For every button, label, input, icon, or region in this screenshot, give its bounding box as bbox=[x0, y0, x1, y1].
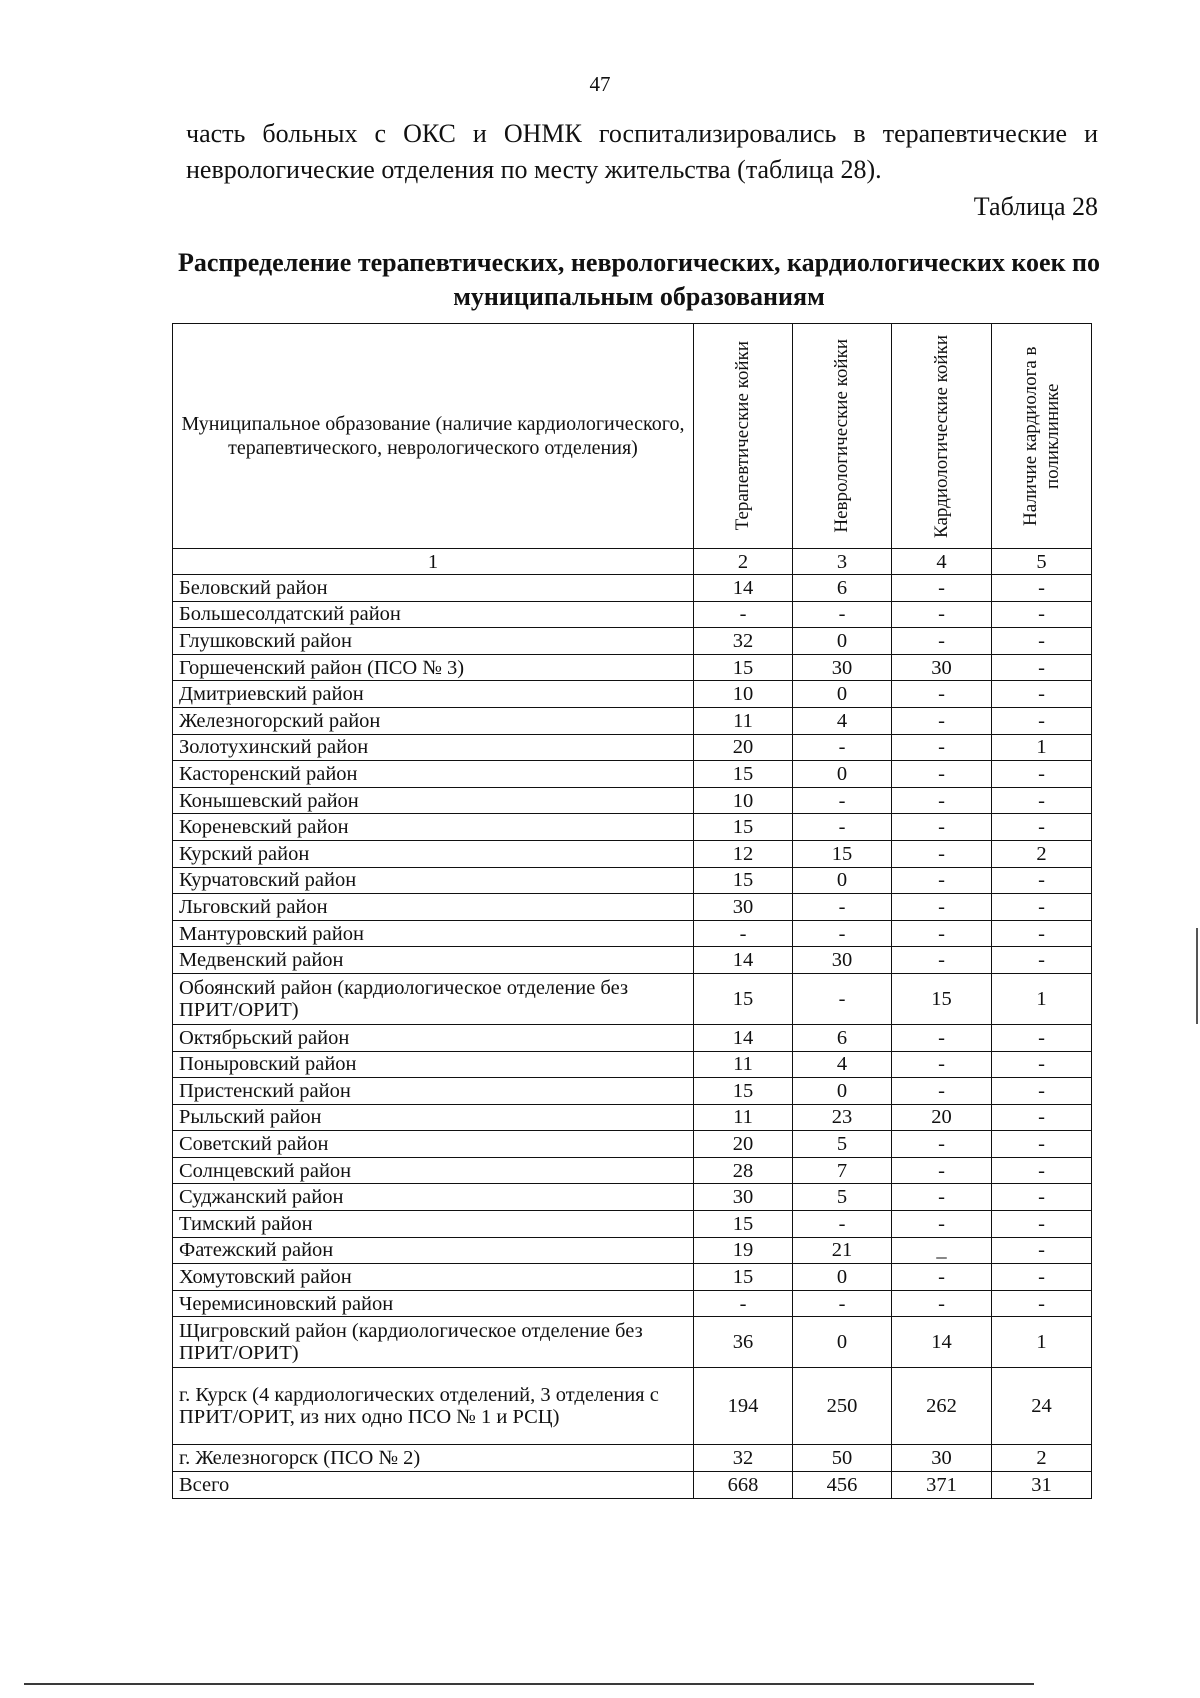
therapeutic-beds-value: 14 bbox=[694, 1024, 793, 1051]
therapeutic-beds-value: 10 bbox=[694, 787, 793, 814]
table-row bbox=[173, 920, 1092, 947]
neurological-beds-value: 0 bbox=[793, 1317, 892, 1368]
therapeutic-beds-value: - bbox=[694, 920, 793, 947]
cardiological-beds-value: - bbox=[892, 761, 992, 788]
therapeutic-beds-value: - bbox=[694, 1290, 793, 1317]
municipality-name: Горшеченский район (ПСО № 3) bbox=[173, 654, 694, 681]
municipality-name: Советский район bbox=[173, 1131, 694, 1158]
cardiologist-presence-value: 31 bbox=[992, 1472, 1092, 1499]
municipality-name: Черемисиновский район bbox=[173, 1290, 694, 1317]
header-therapeutic-beds-label: Терапевтические койки bbox=[732, 341, 753, 531]
therapeutic-beds-value: - bbox=[694, 601, 793, 628]
neurological-beds-value: - bbox=[793, 734, 892, 761]
table-body bbox=[173, 575, 1092, 1499]
page-number: 47 bbox=[589, 72, 611, 96]
table-row bbox=[173, 1104, 1092, 1131]
column-number: 1 bbox=[173, 549, 694, 575]
cardiological-beds-value: - bbox=[892, 1024, 992, 1051]
cardiological-beds-value: - bbox=[892, 628, 992, 655]
therapeutic-beds-value: 11 bbox=[694, 1104, 793, 1131]
municipality-name: Золотухинский район bbox=[173, 734, 694, 761]
neurological-beds-value: 4 bbox=[793, 1051, 892, 1078]
cardiologist-presence-value: 1 bbox=[992, 734, 1092, 761]
cardiological-beds-value: _ bbox=[892, 1237, 992, 1264]
cardiologist-presence-value: - bbox=[992, 947, 1092, 974]
header-cardiologist-presence-label: Наличие кардиолога в поликлинике bbox=[1019, 346, 1063, 526]
municipality-name: Щигровский район (кардиологическое отделение без ПРИТ/ОРИТ) bbox=[173, 1317, 694, 1368]
cardiologist-presence-value: - bbox=[992, 628, 1092, 655]
table-row bbox=[173, 1024, 1092, 1051]
column-number: 4 bbox=[892, 549, 992, 575]
cardiological-beds-value: 20 bbox=[892, 1104, 992, 1131]
cardiologist-presence-value: 1 bbox=[992, 1317, 1092, 1368]
cardiological-beds-value: - bbox=[892, 1264, 992, 1291]
table-row bbox=[173, 1264, 1092, 1291]
municipality-name: Пристенский район bbox=[173, 1078, 694, 1105]
municipality-name: Беловский район bbox=[173, 575, 694, 602]
table-row bbox=[173, 734, 1092, 761]
cardiologist-presence-value: 24 bbox=[992, 1368, 1092, 1445]
table-row bbox=[173, 1211, 1092, 1238]
therapeutic-beds-value: 30 bbox=[694, 894, 793, 921]
neurological-beds-value: 50 bbox=[793, 1445, 892, 1472]
municipality-name: Рыльский район bbox=[173, 1104, 694, 1131]
table-row bbox=[173, 1290, 1092, 1317]
header-cardiological-beds bbox=[892, 324, 992, 549]
neurological-beds-value: 4 bbox=[793, 707, 892, 734]
cardiologist-presence-value: - bbox=[992, 1051, 1092, 1078]
therapeutic-beds-value: 15 bbox=[694, 1264, 793, 1291]
cardiological-beds-value: - bbox=[892, 734, 992, 761]
neurological-beds-value: 456 bbox=[793, 1472, 892, 1499]
neurological-beds-value: 0 bbox=[793, 761, 892, 788]
municipality-name: Хомутовский район bbox=[173, 1264, 694, 1291]
table-row bbox=[173, 1051, 1092, 1078]
cardiologist-presence-value: 2 bbox=[992, 840, 1092, 867]
cardiological-beds-value: - bbox=[892, 947, 992, 974]
therapeutic-beds-value: 14 bbox=[694, 947, 793, 974]
therapeutic-beds-value: 32 bbox=[694, 1445, 793, 1472]
table-row bbox=[173, 761, 1092, 788]
cardiologist-presence-value: - bbox=[992, 575, 1092, 602]
table-row bbox=[173, 947, 1092, 974]
column-number: 2 bbox=[694, 549, 793, 575]
cardiological-beds-value: - bbox=[892, 1184, 992, 1211]
therapeutic-beds-value: 15 bbox=[694, 654, 793, 681]
therapeutic-beds-value: 30 bbox=[694, 1184, 793, 1211]
table-row bbox=[173, 601, 1092, 628]
municipality-name: Фатежский район bbox=[173, 1237, 694, 1264]
therapeutic-beds-value: 11 bbox=[694, 1051, 793, 1078]
table-total-row bbox=[173, 1472, 1092, 1499]
therapeutic-beds-value: 32 bbox=[694, 628, 793, 655]
neurological-beds-value: 0 bbox=[793, 681, 892, 708]
beds-table bbox=[172, 323, 1092, 1499]
table-row bbox=[173, 814, 1092, 841]
scan-edge-line bbox=[24, 1683, 1034, 1685]
municipality-name: Дмитриевский район bbox=[173, 681, 694, 708]
column-number: 5 bbox=[992, 549, 1092, 575]
header-cardiologist-presence bbox=[992, 324, 1092, 549]
table-row bbox=[173, 654, 1092, 681]
therapeutic-beds-value: 15 bbox=[694, 1078, 793, 1105]
cardiologist-presence-value: - bbox=[992, 601, 1092, 628]
cardiologist-presence-value: - bbox=[992, 867, 1092, 894]
cardiological-beds-value: 30 bbox=[892, 1445, 992, 1472]
neurological-beds-value: 0 bbox=[793, 1078, 892, 1105]
neurological-beds-value: 5 bbox=[793, 1184, 892, 1211]
cardiological-beds-value: - bbox=[892, 1078, 992, 1105]
column-number-row bbox=[173, 549, 1092, 575]
neurological-beds-value: 0 bbox=[793, 867, 892, 894]
cardiologist-presence-value: - bbox=[992, 1237, 1092, 1264]
neurological-beds-value: - bbox=[793, 1211, 892, 1238]
cardiological-beds-value: 262 bbox=[892, 1368, 992, 1445]
cardiologist-presence-value: - bbox=[992, 1157, 1092, 1184]
therapeutic-beds-value: 15 bbox=[694, 1211, 793, 1238]
therapeutic-beds-value: 15 bbox=[694, 814, 793, 841]
cardiologist-presence-value: - bbox=[992, 1264, 1092, 1291]
table-row bbox=[173, 575, 1092, 602]
cardiologist-presence-value: - bbox=[992, 1131, 1092, 1158]
therapeutic-beds-value: 10 bbox=[694, 681, 793, 708]
header-neurological-beds-label: Неврологические койки bbox=[831, 339, 852, 533]
table-row bbox=[173, 1237, 1092, 1264]
scan-edge-mark bbox=[1196, 928, 1198, 1024]
neurological-beds-value: - bbox=[793, 787, 892, 814]
therapeutic-beds-value: 12 bbox=[694, 840, 793, 867]
therapeutic-beds-value: 194 bbox=[694, 1368, 793, 1445]
cardiologist-presence-value: - bbox=[992, 920, 1092, 947]
neurological-beds-value: 6 bbox=[793, 1024, 892, 1051]
cardiological-beds-value: - bbox=[892, 681, 992, 708]
neurological-beds-value: - bbox=[793, 920, 892, 947]
neurological-beds-value: 5 bbox=[793, 1131, 892, 1158]
cardiologist-presence-value: - bbox=[992, 814, 1092, 841]
table-title: Распределение терапевтических, неврологических, кардиологических коек по муниципальным образованиям bbox=[177, 248, 1101, 311]
cardiological-beds-value: - bbox=[892, 867, 992, 894]
cardiological-beds-value: - bbox=[892, 601, 992, 628]
cardiological-beds-value: - bbox=[892, 840, 992, 867]
cardiologist-presence-value: - bbox=[992, 894, 1092, 921]
cardiological-beds-value: - bbox=[892, 814, 992, 841]
cardiological-beds-value: 371 bbox=[892, 1472, 992, 1499]
therapeutic-beds-value: 20 bbox=[694, 734, 793, 761]
table-label: Таблица 28 bbox=[973, 192, 1098, 221]
municipality-name: Поныровский район bbox=[173, 1051, 694, 1078]
cardiological-beds-value: - bbox=[892, 1131, 992, 1158]
municipality-name: г. Железногорск (ПСО № 2) bbox=[173, 1445, 694, 1472]
table-row bbox=[173, 1445, 1092, 1472]
cardiological-beds-value: 14 bbox=[892, 1317, 992, 1368]
municipality-name: Железногорский район bbox=[173, 707, 694, 734]
table-row bbox=[173, 628, 1092, 655]
therapeutic-beds-value: 668 bbox=[694, 1472, 793, 1499]
cardiologist-presence-value: 2 bbox=[992, 1445, 1092, 1472]
table-row bbox=[173, 1157, 1092, 1184]
municipality-name: Курчатовский район bbox=[173, 867, 694, 894]
municipality-name: Солнцевский район bbox=[173, 1157, 694, 1184]
neurological-beds-value: 250 bbox=[793, 1368, 892, 1445]
neurological-beds-value: - bbox=[793, 973, 892, 1024]
intro-paragraph: часть больных с ОКС и ОНМК госпитализировались в терапевтические и неврологические отделения по месту жительства (таблица 28). bbox=[186, 119, 1098, 184]
table-row bbox=[173, 973, 1092, 1024]
neurological-beds-value: - bbox=[793, 894, 892, 921]
municipality-name: г. Курск (4 кардиологических отделений, 3 отделения с ПРИТ/ОРИТ, из них одно ПСО № 1 и РСЦ) bbox=[173, 1368, 694, 1445]
municipality-name: Обоянский район (кардиологическое отделение без ПРИТ/ОРИТ) bbox=[173, 973, 694, 1024]
cardiologist-presence-value: - bbox=[992, 1104, 1092, 1131]
column-number: 3 bbox=[793, 549, 892, 575]
therapeutic-beds-value: 11 bbox=[694, 707, 793, 734]
municipality-name: Всего bbox=[173, 1472, 694, 1499]
table-row bbox=[173, 1184, 1092, 1211]
therapeutic-beds-value: 15 bbox=[694, 761, 793, 788]
therapeutic-beds-value: 36 bbox=[694, 1317, 793, 1368]
cardiological-beds-value: - bbox=[892, 575, 992, 602]
table-row bbox=[173, 894, 1092, 921]
cardiologist-presence-value: - bbox=[992, 761, 1092, 788]
cardiological-beds-value: - bbox=[892, 787, 992, 814]
municipality-name: Тимский район bbox=[173, 1211, 694, 1238]
neurological-beds-value: - bbox=[793, 814, 892, 841]
table-row bbox=[173, 1131, 1092, 1158]
header-municipality: Муниципальное образование (наличие кардиологического, терапевтического, неврологического отделения) bbox=[173, 324, 694, 549]
cardiological-beds-value: - bbox=[892, 1211, 992, 1238]
municipality-name: Октябрьский район bbox=[173, 1024, 694, 1051]
municipality-name: Глушковский район bbox=[173, 628, 694, 655]
cardiologist-presence-value: - bbox=[992, 1078, 1092, 1105]
neurological-beds-value: 6 bbox=[793, 575, 892, 602]
table-row bbox=[173, 707, 1092, 734]
cardiologist-presence-value: 1 bbox=[992, 973, 1092, 1024]
cardiologist-presence-value: - bbox=[992, 787, 1092, 814]
neurological-beds-value: - bbox=[793, 1290, 892, 1317]
neurological-beds-value: 30 bbox=[793, 654, 892, 681]
therapeutic-beds-value: 19 bbox=[694, 1237, 793, 1264]
neurological-beds-value: 7 bbox=[793, 1157, 892, 1184]
cardiological-beds-value: - bbox=[892, 1051, 992, 1078]
cardiological-beds-value: - bbox=[892, 1290, 992, 1317]
therapeutic-beds-value: 14 bbox=[694, 575, 793, 602]
municipality-name: Конышевский район bbox=[173, 787, 694, 814]
header-neurological-beds bbox=[793, 324, 892, 549]
table-row bbox=[173, 867, 1092, 894]
header-cardiological-beds-label: Кардиологические койки bbox=[930, 334, 952, 538]
municipality-name: Касторенский район bbox=[173, 761, 694, 788]
municipality-name: Медвенский район bbox=[173, 947, 694, 974]
cardiologist-presence-value: - bbox=[992, 1211, 1092, 1238]
table-row bbox=[173, 840, 1092, 867]
cardiological-beds-value: - bbox=[892, 707, 992, 734]
neurological-beds-value: 30 bbox=[793, 947, 892, 974]
therapeutic-beds-value: 20 bbox=[694, 1131, 793, 1158]
municipality-name: Кореневский район bbox=[173, 814, 694, 841]
neurological-beds-value: 21 bbox=[793, 1237, 892, 1264]
neurological-beds-value: 0 bbox=[793, 628, 892, 655]
cardiological-beds-value: 30 bbox=[892, 654, 992, 681]
cardiologist-presence-value: - bbox=[992, 707, 1092, 734]
cardiological-beds-value: - bbox=[892, 894, 992, 921]
table-row bbox=[173, 681, 1092, 708]
municipality-name: Льговский район bbox=[173, 894, 694, 921]
municipality-name: Курский район bbox=[173, 840, 694, 867]
cardiologist-presence-value: - bbox=[992, 1184, 1092, 1211]
cardiological-beds-value: - bbox=[892, 1157, 992, 1184]
municipality-name: Большесолдатский район bbox=[173, 601, 694, 628]
table-row bbox=[173, 1368, 1092, 1445]
cardiologist-presence-value: - bbox=[992, 654, 1092, 681]
table-header-row bbox=[173, 324, 1092, 549]
cardiologist-presence-value: - bbox=[992, 1290, 1092, 1317]
neurological-beds-value: - bbox=[793, 601, 892, 628]
therapeutic-beds-value: 15 bbox=[694, 867, 793, 894]
municipality-name: Суджанский район bbox=[173, 1184, 694, 1211]
neurological-beds-value: 15 bbox=[793, 840, 892, 867]
table-row bbox=[173, 787, 1092, 814]
neurological-beds-value: 23 bbox=[793, 1104, 892, 1131]
table-row bbox=[173, 1078, 1092, 1105]
therapeutic-beds-value: 15 bbox=[694, 973, 793, 1024]
municipality-name: Мантуровский район bbox=[173, 920, 694, 947]
therapeutic-beds-value: 28 bbox=[694, 1157, 793, 1184]
cardiologist-presence-value: - bbox=[992, 1024, 1092, 1051]
header-therapeutic-beds bbox=[694, 324, 793, 549]
cardiological-beds-value: 15 bbox=[892, 973, 992, 1024]
table-row bbox=[173, 1317, 1092, 1368]
cardiologist-presence-value: - bbox=[992, 681, 1092, 708]
cardiological-beds-value: - bbox=[892, 920, 992, 947]
neurological-beds-value: 0 bbox=[793, 1264, 892, 1291]
